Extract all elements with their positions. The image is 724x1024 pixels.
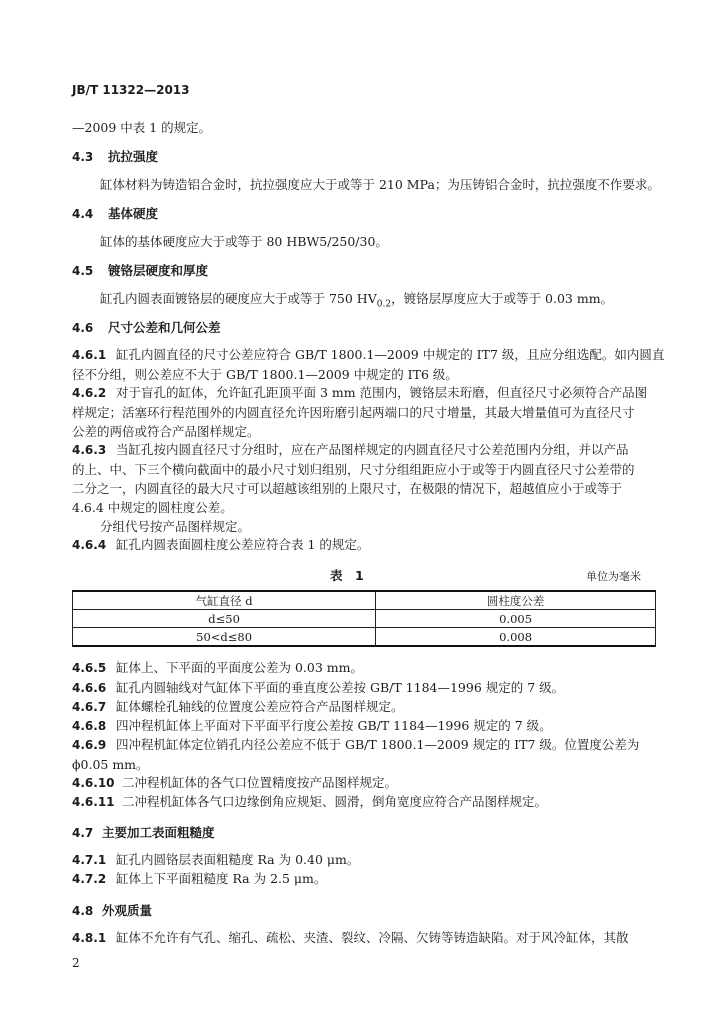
clause-number: 4.8.1 [72, 931, 107, 945]
section-4-3-text: 缸体材料为铸造铝合金时，抗拉强度应大于或等于 210 MPa；为压铸铝合金时，抗拉强度不作要求。 [100, 177, 660, 192]
clause-number: 4.7.2 [72, 872, 107, 886]
clause-line: 的上、中、下三个横向截面中的最小尺寸划归组别，尺寸分组组距应小于或等于内圆直径尺寸公差带的 [72, 462, 635, 477]
continued-paragraph: —2009 中表 1 的规定。 [72, 120, 212, 135]
section-4-5-text [100, 289, 613, 315]
section-4-6-7 [72, 697, 404, 717]
table-caption: 表 1 [330, 568, 364, 583]
section-4-6-6 [72, 678, 564, 698]
section-4-6-8 [72, 716, 552, 736]
clause-number: 4.6.5 [72, 661, 107, 675]
table-unit: 单位为毫米 [586, 570, 641, 583]
text-part: ，镀铬层厚度应大于或等于 0.03 mm。 [391, 291, 614, 306]
clause-line: 对于盲孔的缸体，允许缸孔距顶平面 3 mm 范围内，镀铬层未珩磨，但直径尺寸必须符合产品图 [116, 385, 648, 400]
column-header: 气缸直径 d [73, 591, 376, 610]
subscript: 0.2 [376, 299, 392, 310]
section-title: 主要加工表面粗糙度 [102, 825, 215, 840]
section-title: 尺寸公差和几何公差 [108, 320, 221, 335]
section-title: 外观质量 [102, 903, 153, 918]
section-number: 4.6 [72, 321, 94, 335]
table-cell: d≤50 [73, 610, 376, 628]
clause-text: 缸体螺栓孔轴线的位置度公差应符合产品图样规定。 [116, 699, 404, 714]
clause-number: 4.7.1 [72, 853, 107, 867]
section-4-7-heading [72, 823, 215, 841]
clause-number: 4.6.3 [72, 443, 107, 457]
clause-line: 缸孔内圆直径的尺寸公差应符合 GB/T 1800.1—2009 中规定的 IT7 级，且应分组选配。如内圆直 [116, 347, 665, 362]
section-4-6-10 [72, 773, 397, 793]
clause-text: 缸孔内圆铬层表面粗糙度 Ra 为 0.40 μm。 [116, 852, 360, 867]
clause-text: 缸体上、下平面的平面度公差为 0.03 mm。 [116, 660, 363, 675]
clause-line: 当缸孔按内圆直径尺寸分组时，应在产品图样规定的内圆直径尺寸公差范围内分组，并以产品 [116, 442, 629, 457]
clause-text: 缸孔内圆表面圆柱度公差应符合表 1 的规定。 [116, 537, 370, 552]
section-4-8-1 [72, 928, 629, 948]
table-1 [72, 590, 656, 647]
clause-line: 公差的两倍或符合产品图样规定。 [72, 424, 260, 439]
clause-text: 二冲程机缸体的各气口位置精度按产品图样规定。 [122, 775, 398, 790]
section-number: 4.3 [72, 150, 94, 164]
section-4-6-9 [72, 735, 652, 774]
clause-number: 4.6.4 [72, 538, 107, 552]
clause-number: 4.6.6 [72, 681, 107, 695]
clause-line: 二分之一，内圆直径的最大尺寸可以超越该组别的上限尺寸，在极限的情况下，超越值应小于或等于 [72, 481, 623, 496]
clause-number: 4.6.11 [72, 795, 115, 809]
clause-line: 径不分组，则公差应不大于 GB/T 1800.1—2009 中规定的 IT6 级。 [72, 367, 458, 382]
table-cell: 50<d≤80 [73, 628, 376, 647]
clause-text: 缸体上下平面粗糙度 Ra 为 2.5 μm。 [116, 871, 327, 886]
clause-line: ϕ0.05 mm。 [72, 757, 149, 772]
clause-text: 缸孔内圆轴线对气缸体下平面的垂直度公差按 GB/T 1184—1996 规定的 7 级。 [116, 680, 565, 695]
clause-text: 四冲程机缸体上平面对下平面平行度公差按 GB/T 1184—1996 规定的 7 级。 [116, 718, 552, 733]
standard-number: JB/T 11322—2013 [72, 83, 190, 97]
section-4-8-heading [72, 901, 152, 919]
clause-number: 4.6.1 [72, 348, 107, 362]
clause-number: 4.6.7 [72, 700, 107, 714]
section-title: 抗拉强度 [108, 149, 159, 164]
section-4-6-5 [72, 658, 363, 678]
section-4-3-heading [72, 147, 158, 165]
section-4-6-1 [72, 345, 665, 384]
section-number: 4.4 [72, 207, 94, 221]
clause-number: 4.6.10 [72, 776, 115, 790]
table-row [73, 628, 656, 647]
section-4-6-11 [72, 792, 547, 812]
table-row [73, 610, 656, 628]
section-title: 镀铬层硬度和厚度 [108, 263, 209, 278]
column-header: 圆柱度公差 [376, 591, 656, 610]
section-number: 4.8 [72, 904, 94, 918]
clause-line: 样规定；活塞环行程范围外的内圆直径允许因珩磨引起两端口的尺寸增量，其最大增量值可为直径尺寸 [72, 405, 635, 420]
clause-number: 4.6.2 [72, 386, 107, 400]
clause-line: 4.6.4 中规定的圆柱度公差。 [72, 500, 233, 515]
section-4-6-heading [72, 318, 221, 336]
clause-text: 二冲程机缸体各气口边缘倒角应规矩、圆滑，倒角宽度应符合产品图样规定。 [122, 794, 548, 809]
section-number: 4.5 [72, 264, 94, 278]
section-4-4-heading [72, 204, 158, 222]
clause-line: 分组代号按产品图样规定。 [100, 519, 251, 534]
clause-number: 4.6.8 [72, 719, 107, 733]
section-4-6-3 [72, 440, 652, 536]
section-title: 基体硬度 [108, 206, 159, 221]
clause-number: 4.6.9 [72, 738, 107, 752]
page-number: 2 [72, 956, 80, 970]
section-4-6-2 [72, 383, 652, 441]
section-4-5-heading [72, 261, 208, 279]
section-4-4-text: 缸体的基体硬度应大于或等于 80 HBW5/250/30。 [100, 234, 388, 249]
section-4-7-2 [72, 869, 326, 889]
section-number: 4.7 [72, 826, 94, 840]
clause-text: 缸体不允许有气孔、缩孔、疏松、夹渣、裂纹、冷隔、欠铸等铸造缺陷。对于风冷缸体，其散 [116, 930, 629, 945]
table-cell: 0.005 [376, 610, 656, 628]
clause-line: 四冲程机缸体定位销孔内径公差应不低于 GB/T 1800.1—2009 规定的 IT7 级。位置度公差为 [116, 737, 640, 752]
table-cell: 0.008 [376, 628, 656, 647]
table-header-row [73, 591, 656, 610]
section-4-6-4 [72, 535, 369, 555]
section-4-7-1 [72, 850, 359, 870]
text-part: 缸孔内圆表面镀铬层的硬度应大于或等于 750 HV [100, 291, 377, 306]
